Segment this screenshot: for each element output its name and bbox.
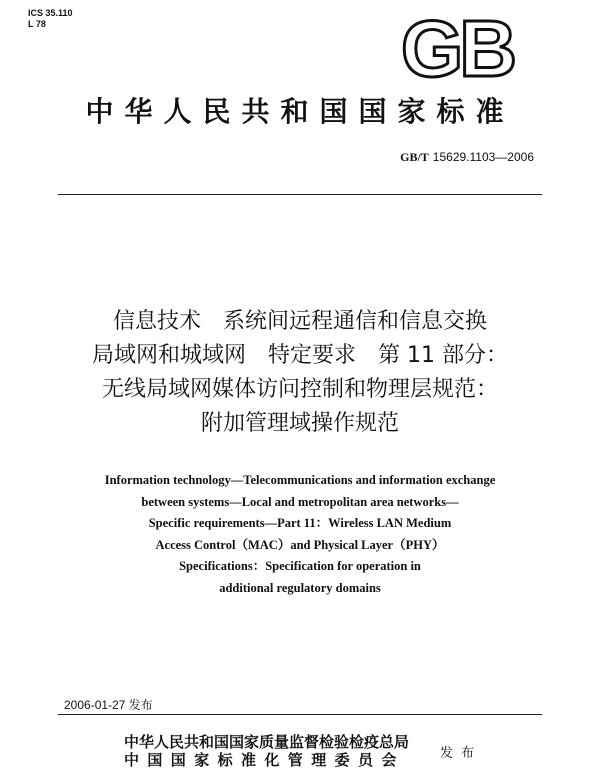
english-title-line: Information technology—Telecommunications and information exchange bbox=[104, 473, 496, 487]
issue-label: 发布 bbox=[128, 698, 153, 712]
english-title-line: additional regulatory domains bbox=[219, 580, 381, 595]
gb-logo-text: GB bbox=[401, 12, 513, 80]
english-title-line: Specifications：Specification for operation in bbox=[179, 559, 421, 573]
chinese-title bbox=[0, 305, 600, 441]
issuing-authorities bbox=[124, 733, 409, 769]
ccs-code: L 78 bbox=[28, 19, 46, 29]
chinese-title-line: 附加管理域操作规范 bbox=[200, 411, 399, 436]
national-standard-title: 中华人民共和国国家标准 bbox=[85, 95, 515, 128]
english-title-line: Specific requirements—Part 11：Wireless LAN Medium bbox=[148, 516, 452, 530]
gb-logo bbox=[392, 12, 522, 80]
standard-code: 15629.1103—2006 bbox=[432, 150, 534, 164]
publish-label: 发布 bbox=[440, 746, 483, 761]
english-title-line: Access Control（MAC）and Physical Layer（PHY） bbox=[155, 537, 445, 552]
standard-prefix: GB/T bbox=[400, 150, 429, 164]
chinese-title-line: 局域网和城域网 特定要求 第 11 部分： bbox=[92, 343, 508, 368]
issuer-line: 中国国家标准化管理委员会 bbox=[124, 751, 405, 769]
ics-code: ICS 35.110 bbox=[28, 8, 73, 18]
standard-number bbox=[400, 150, 534, 165]
classification-codes bbox=[28, 8, 73, 30]
english-title bbox=[0, 470, 600, 599]
issuer-line: 中华人民共和国国家质量监督检验检疫总局 bbox=[124, 733, 410, 751]
chinese-title-line: 信息技术 系统间远程通信和信息交换 bbox=[112, 309, 487, 334]
footer-divider bbox=[58, 714, 542, 715]
issue-date-value: 2006-01-27 bbox=[64, 698, 126, 712]
chinese-title-line: 无线局域网媒体访问控制和物理层规范： bbox=[101, 377, 498, 402]
english-title-line: between systems—Local and metropolitan area networks— bbox=[141, 494, 459, 509]
header-divider bbox=[58, 194, 542, 195]
issue-date bbox=[64, 696, 153, 713]
